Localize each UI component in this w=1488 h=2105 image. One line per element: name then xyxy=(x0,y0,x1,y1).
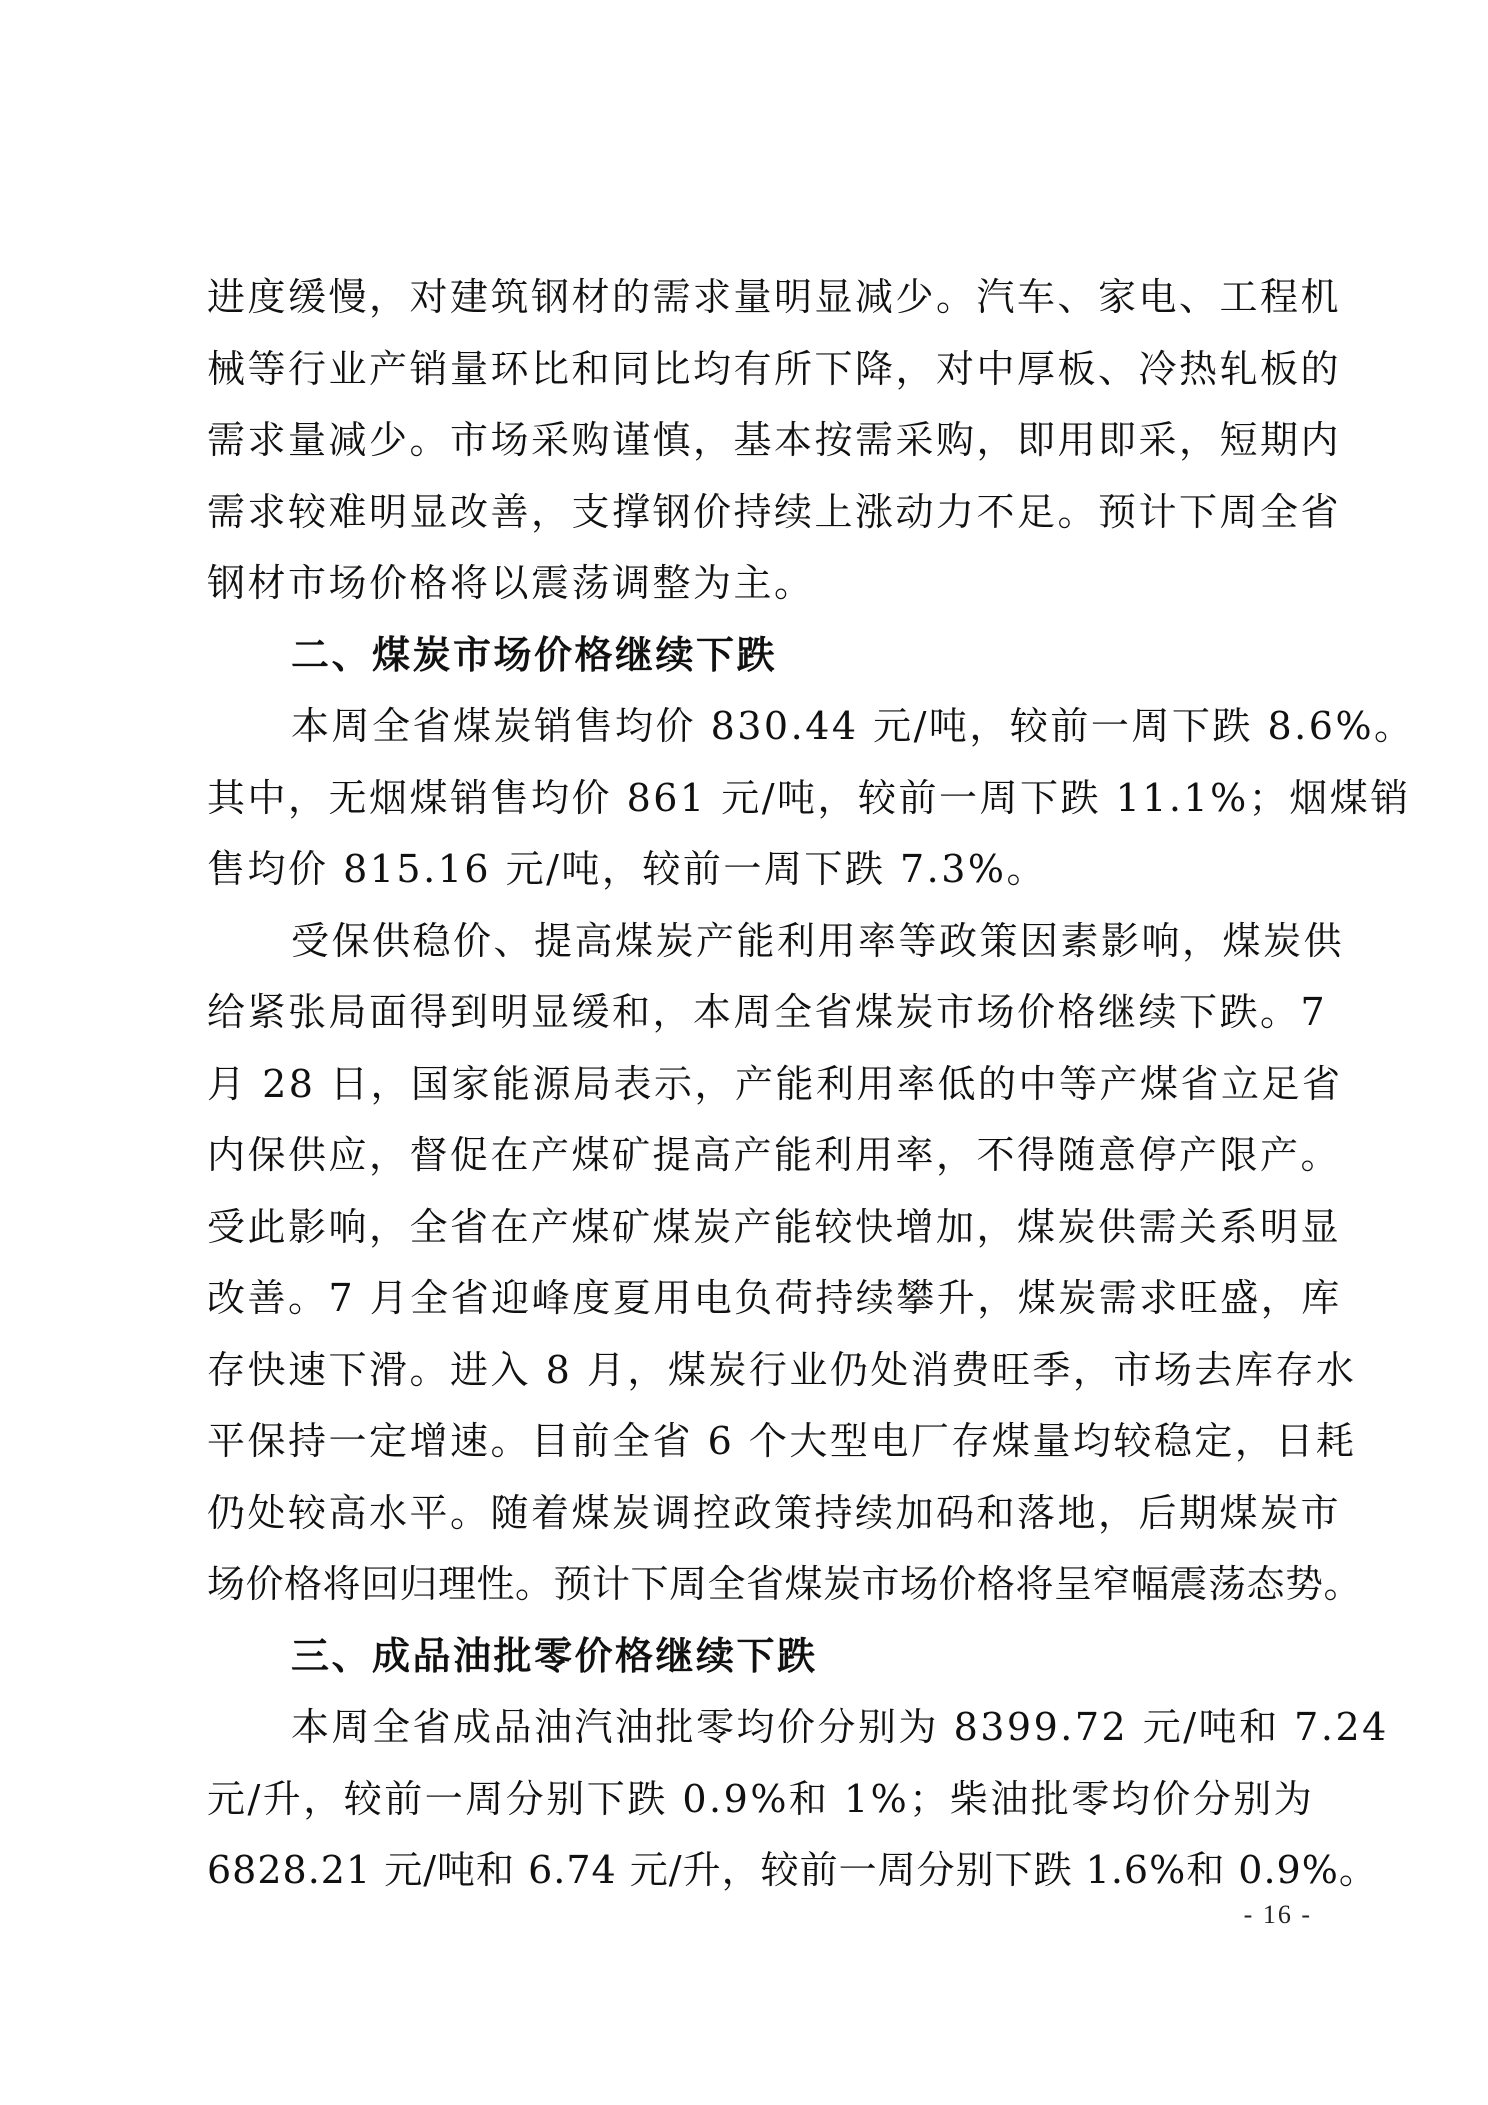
text-line: 内保供应，督促在产煤矿提高产能利用率，不得随意停产限产。 xyxy=(207,1133,1342,1177)
text-line: 给紧张局面得到明显缓和，本周全省煤炭市场价格继续下跌。7 xyxy=(207,990,1328,1034)
text-line: 需求较难明显改善，支撑钢价持续上涨动力不足。预计下周全省 xyxy=(207,489,1342,534)
text-line: 元/升，较前一周分别下跌 0.9%和 1%；柴油批零均价分别为 xyxy=(207,1776,1315,1821)
text-line: 本周全省成品油汽油批零均价分别为 8399.72 元/吨和 7.24 xyxy=(291,1705,1389,1749)
text-line: 钢材市场价格将以震荡调整为主。 xyxy=(207,561,815,605)
text-line: 存快速下滑。进入 8 月，煤炭行业仍处消费旺季，市场去库存水 xyxy=(207,1347,1357,1392)
text-line: 售均价 815.16 元/吨，较前一周下跌 7.3%。 xyxy=(207,847,1048,891)
text-line: 进度缓慢，对建筑钢材的需求量明显减少。汽车、家电、工程机 xyxy=(207,275,1342,319)
text-line: 改善。7 月全省迎峰度夏用电负荷持续攀升，煤炭需求旺盛，库 xyxy=(207,1276,1342,1320)
text-line: 场价格将回归理性。预计下周全省煤炭市场价格将呈窄幅震荡态势。 xyxy=(207,1562,1363,1606)
text-line: 6828.21 元/吨和 6.74 元/升，较前一周分别下跌 1.6%和 0.9%。 xyxy=(207,1848,1378,1892)
coal-analysis-paragraph xyxy=(207,906,1363,1621)
coal-price-paragraph xyxy=(207,691,1415,906)
steel-paragraph-continued xyxy=(207,262,1342,620)
page-number: - 16 - xyxy=(1243,1900,1312,1929)
text-line: 其中，无烟煤销售均价 861 元/吨，较前一周下跌 11.1%；烟煤销 xyxy=(207,775,1411,820)
oil-price-paragraph xyxy=(207,1692,1389,1907)
section-heading-oil: 三、成品油批零价格继续下跌 xyxy=(291,1633,818,1678)
text-line: 受此影响，全省在产煤矿煤炭产能较快增加，煤炭供需关系明显 xyxy=(207,1204,1342,1249)
text-line: 械等行业产销量环比和同比均有所下降，对中厚板、冷热轧板的 xyxy=(207,346,1342,391)
text-line: 平保持一定增速。目前全省 6 个大型电厂存煤量均较稳定，日耗 xyxy=(207,1419,1357,1463)
text-line: 需求量减少。市场采购谨慎，基本按需采购，即用即采，短期内 xyxy=(207,418,1342,462)
text-line: 受保供稳价、提高煤炭产能利用率等政策因素影响，煤炭供 xyxy=(291,918,1345,963)
text-line: 月 28 日，国家能源局表示，产能利用率低的中等产煤省立足省 xyxy=(207,1061,1343,1106)
text-line: 本周全省煤炭销售均价 830.44 元/吨，较前一周下跌 8.6%。 xyxy=(291,704,1415,748)
text-line: 仍处较高水平。随着煤炭调控政策持续加码和落地，后期煤炭市 xyxy=(207,1490,1342,1535)
section-heading-coal: 二、煤炭市场价格继续下跌 xyxy=(291,632,778,677)
document-body xyxy=(207,262,1415,1907)
